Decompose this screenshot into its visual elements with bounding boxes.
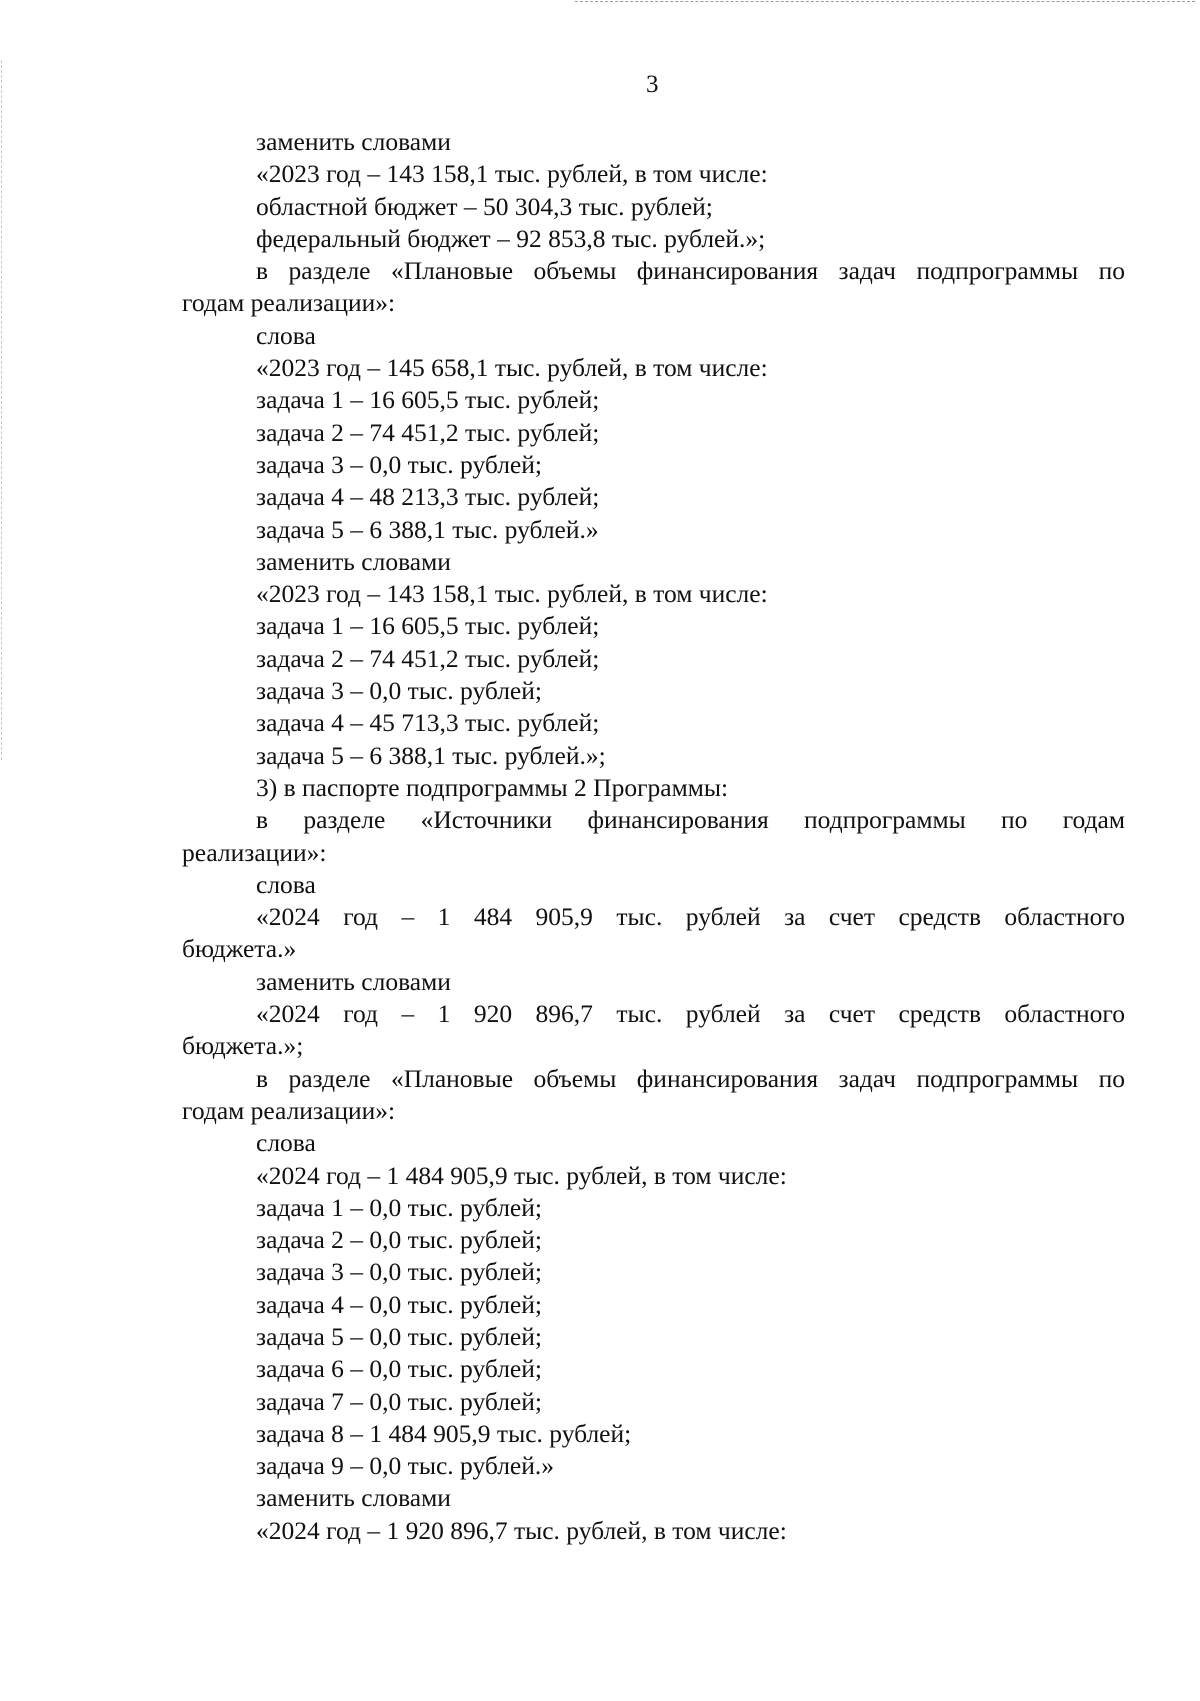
text-line: задача 2 – 74 451,2 тыс. рублей; (256, 417, 600, 447)
text-line: «2023 год – 145 658,1 тыс. рублей, в том числе: (256, 353, 768, 383)
paragraph-first-line: «2024 год – 1 484 905,9 тыс. рублей за счет средств областного (256, 902, 1125, 932)
paragraph-continuation: реализации»: (182, 837, 327, 867)
text-line: задача 1 – 16 605,5 тыс. рублей; (256, 611, 600, 641)
text-line: задача 1 – 16 605,5 тыс. рублей; (256, 385, 600, 415)
text-line: задача 2 – 74 451,2 тыс. рублей; (256, 643, 600, 673)
page-number: 3 (646, 71, 659, 98)
paragraph-first-line: «2024 год – 1 920 896,7 тыс. рублей за счет средств областного (256, 999, 1125, 1029)
paragraph-continuation: бюджета.» (182, 934, 297, 964)
text-line: задача 6 – 0,0 тыс. рублей; (256, 1354, 542, 1384)
paragraph-first-line: в разделе «Источники финансирования подпрограммы по годам (256, 805, 1125, 835)
paragraph-first-line: в разделе «Плановые объемы финансирования задач подпрограммы по (256, 256, 1125, 286)
text-line: 3) в паспорте подпрограммы 2 Программы: (256, 772, 729, 802)
text-line: задача 9 – 0,0 тыс. рублей.» (256, 1451, 555, 1481)
text-line: задача 5 – 6 388,1 тыс. рублей.» (256, 514, 599, 544)
text-line: заменить словами (256, 966, 451, 996)
text-line: заменить словами (256, 1483, 451, 1513)
text-line: задача 1 – 0,0 тыс. рублей; (256, 1192, 542, 1222)
text-line: задача 4 – 48 213,3 тыс. рублей; (256, 482, 600, 512)
text-line: «2024 год – 1 920 896,7 тыс. рублей, в том числе: (256, 1515, 787, 1545)
text-line: задача 3 – 0,0 тыс. рублей; (256, 676, 542, 706)
paragraph-continuation: годам реализации»: (182, 1095, 396, 1125)
text-line: заменить словами (256, 127, 451, 156)
scan-edge-left (1, 60, 2, 760)
scan-edge-top (575, 1, 1195, 2)
text-line: задача 3 – 0,0 тыс. рублей; (256, 449, 542, 479)
text-line: задача 2 – 0,0 тыс. рублей; (256, 1225, 542, 1255)
text-line: слова (256, 869, 316, 899)
text-line: задача 4 – 45 713,3 тыс. рублей; (256, 708, 600, 738)
text-line: федеральный бюджет – 92 853,8 тыс. рублей.»; (256, 223, 766, 253)
text-line: задача 4 – 0,0 тыс. рублей; (256, 1289, 542, 1319)
paragraph-continuation: бюджета.»; (182, 1031, 304, 1061)
text-line: заменить словами (256, 546, 451, 576)
paragraph-continuation: годам реализации»: (182, 288, 396, 318)
text-line: слова (256, 1128, 316, 1158)
paragraph-first-line: в разделе «Плановые объемы финансирования задач подпрограммы по (256, 1063, 1125, 1093)
text-line: «2024 год – 1 484 905,9 тыс. рублей, в том числе: (256, 1160, 787, 1190)
text-line: задача 8 – 1 484 905,9 тыс. рублей; (256, 1418, 632, 1448)
text-line: слова (256, 320, 316, 350)
text-line: задача 5 – 6 388,1 тыс. рублей.»; (256, 740, 606, 770)
text-line: задача 7 – 0,0 тыс. рублей; (256, 1386, 542, 1416)
document-body (182, 126, 1125, 1547)
text-line: областной бюджет – 50 304,3 тыс. рублей; (256, 191, 713, 221)
text-line: задача 5 – 0,0 тыс. рублей; (256, 1321, 542, 1351)
text-line: «2023 год – 143 158,1 тыс. рублей, в том числе: (256, 159, 768, 189)
text-line: задача 3 – 0,0 тыс. рублей; (256, 1257, 542, 1287)
text-line: «2023 год – 143 158,1 тыс. рублей, в том числе: (256, 579, 768, 609)
